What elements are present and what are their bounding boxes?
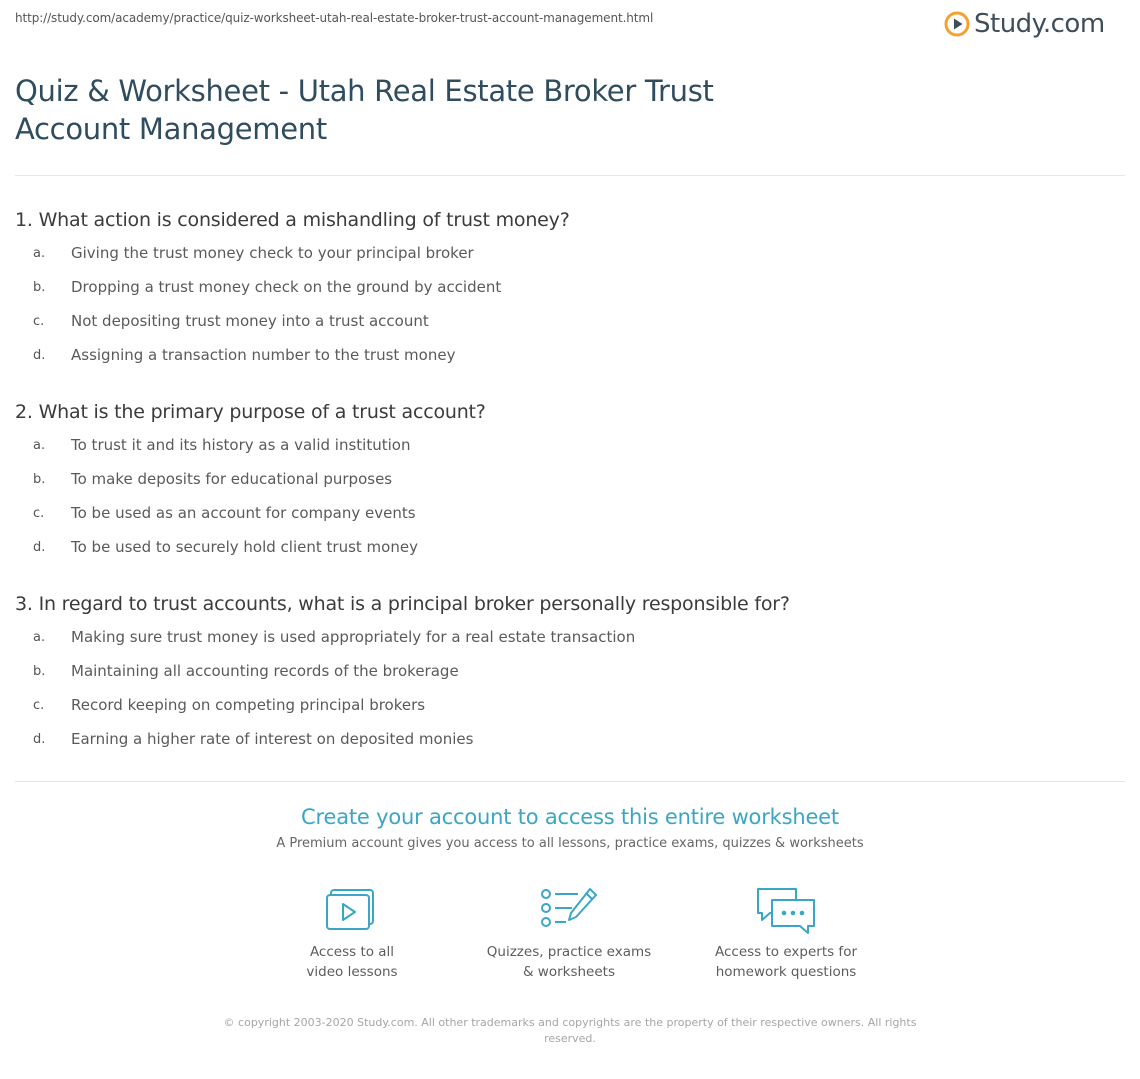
option-text: To trust it and its history as a valid institution [71, 436, 411, 454]
feature-video-lessons [252, 886, 452, 982]
video-lesson-icon [326, 886, 378, 932]
option-text: To make deposits for educational purposes [71, 470, 393, 488]
question-title: 1. What action is considered a mishandling of trust money? [15, 209, 570, 231]
option-letter: a. [33, 246, 46, 261]
option-text: Record keeping on competing principal brokers [71, 696, 426, 714]
page-url: http://study.com/academy/practice/quiz-worksheet-utah-real-estate-broker-trust-account-management.html [15, 11, 654, 25]
feature-caption-line2: & worksheets [522, 964, 615, 980]
feature-caption-line1: Access to experts for [714, 944, 857, 960]
logo-text: Study.com [974, 9, 1105, 39]
feature-experts [686, 886, 886, 982]
feature-caption-line2: video lessons [306, 964, 398, 980]
divider-bottom [15, 781, 1125, 782]
option-text: Earning a higher rate of interest on deposited monies [71, 730, 474, 748]
divider-top [15, 175, 1125, 176]
quiz-checklist-icon [540, 886, 598, 932]
option-text: To be used as an account for company events [71, 504, 416, 522]
option-letter: b. [33, 280, 46, 295]
feature-caption-line2: homework questions [715, 964, 857, 980]
option-letter: b. [33, 664, 46, 679]
option-letter: c. [33, 314, 45, 329]
question-title: 2. What is the primary purpose of a trust account? [15, 401, 486, 423]
study-logo[interactable] [944, 6, 1105, 42]
option-letter: d. [33, 348, 46, 363]
copyright-text: © copyright 2003-2020 Study.com. All other trademarks and copyrights are the property of their respective owners. All rights reserved. [223, 1016, 917, 1045]
option-letter: b. [33, 472, 46, 487]
option-letter: a. [33, 438, 46, 453]
option-text: Dropping a trust money check on the ground by accident [71, 278, 502, 296]
option-text: Assigning a transaction number to the trust money [71, 346, 456, 364]
option-letter: d. [33, 540, 46, 555]
page-title: Quiz & Worksheet - Utah Real Estate Broker Trust Account Management [15, 74, 714, 146]
option-text: Giving the trust money check to your principal broker [71, 244, 474, 262]
play-circle-icon [944, 11, 970, 37]
option-text: Not depositing trust money into a trust account [71, 312, 429, 330]
option-letter: d. [33, 732, 46, 747]
cta-subtitle: A Premium account gives you access to all lessons, practice exams, quizzes & worksheets [276, 836, 864, 851]
chat-bubbles-icon [754, 886, 818, 936]
feature-caption-line1: Quizzes, practice exams [486, 944, 652, 960]
create-account-link[interactable]: Create your account to access this entire worksheet [301, 805, 839, 829]
option-text: Maintaining all accounting records of the brokerage [71, 662, 459, 680]
option-text: Making sure trust money is used appropriately for a real estate transaction [71, 628, 636, 646]
question-title: 3. In regard to trust accounts, what is a principal broker personally responsible for? [15, 593, 790, 615]
feature-caption-line1: Access to all [309, 944, 395, 960]
option-letter: c. [33, 698, 45, 713]
option-letter: a. [33, 630, 46, 645]
option-text: To be used to securely hold client trust money [71, 538, 418, 556]
option-letter: c. [33, 506, 45, 521]
feature-quizzes [469, 886, 669, 982]
